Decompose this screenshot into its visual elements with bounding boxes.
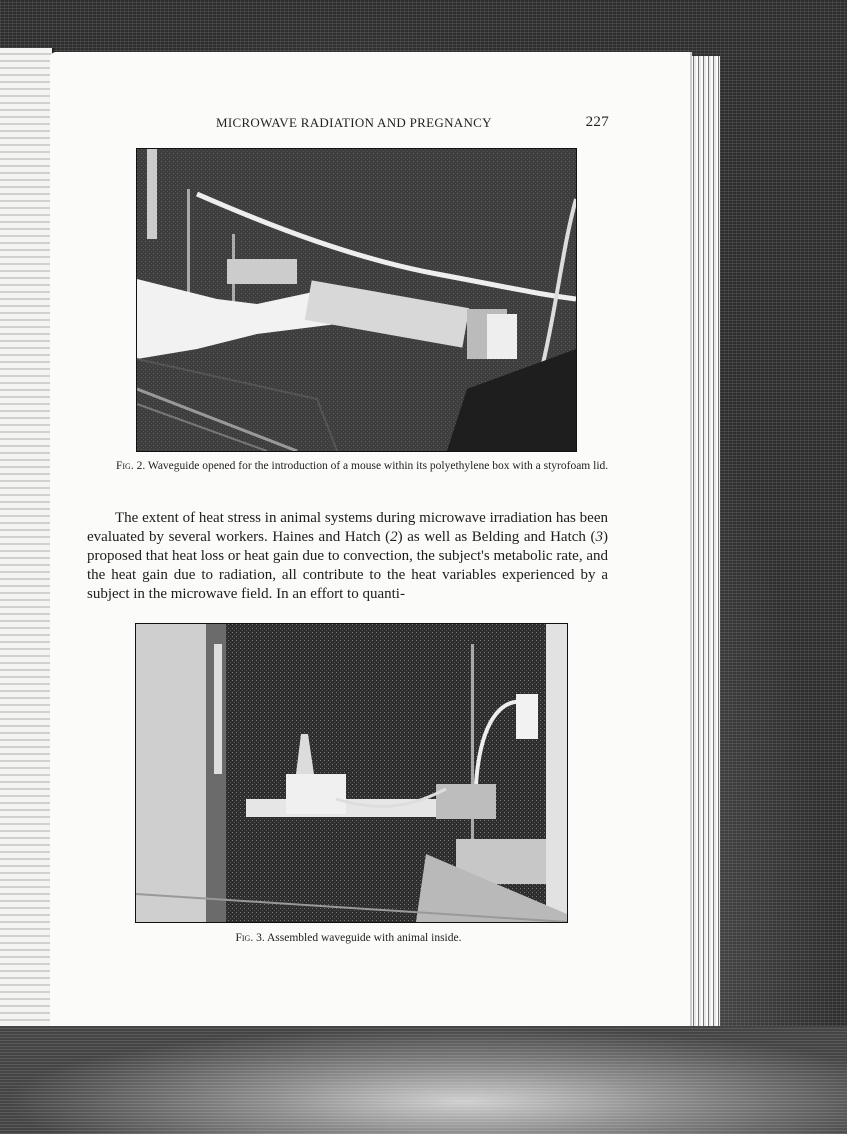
figure-2-caption-text: Waveguide opened for the introduction of a mouse within its polyethylene box with a styrofoam lid.	[147, 460, 609, 472]
figure-3-caption	[0, 931, 697, 946]
figure-2-caption	[86, 459, 613, 474]
figure-3-label: Fig. 3.	[235, 932, 265, 944]
citation-2: 2	[390, 529, 398, 545]
page-number: 227	[585, 114, 609, 130]
figure-3-caption-text: Assembled waveguide with animal inside.	[266, 932, 462, 944]
scanner-bottom-noise	[0, 1026, 847, 1134]
paragraph-text-2: ) as well as Belding and Hatch (	[397, 529, 596, 545]
figure-3-photo	[135, 623, 568, 923]
figure-2-photo	[136, 148, 577, 452]
left-page-edge	[0, 48, 54, 1028]
paragraph-text-3: ) proposed that heat loss or heat gain due to convection, the subject's metabolic rate, and the heat gain due to radiation, all contribute to the heat variables experienced by a subject in the microwave field. In an effort to quanti-	[87, 529, 608, 602]
body-paragraph	[87, 509, 608, 604]
figure-2-label: Fig. 2.	[116, 460, 146, 472]
page-stack-edge	[686, 56, 720, 1028]
citation-3: 3	[595, 529, 603, 545]
running-head-title: MICROWAVE RADIATION AND PREGNANCY	[216, 115, 492, 130]
paragraph-text-1: The extent of heat stress in animal systems during microwave irradiation has been evaluated by several workers. Haines and Hatch (	[87, 510, 608, 545]
